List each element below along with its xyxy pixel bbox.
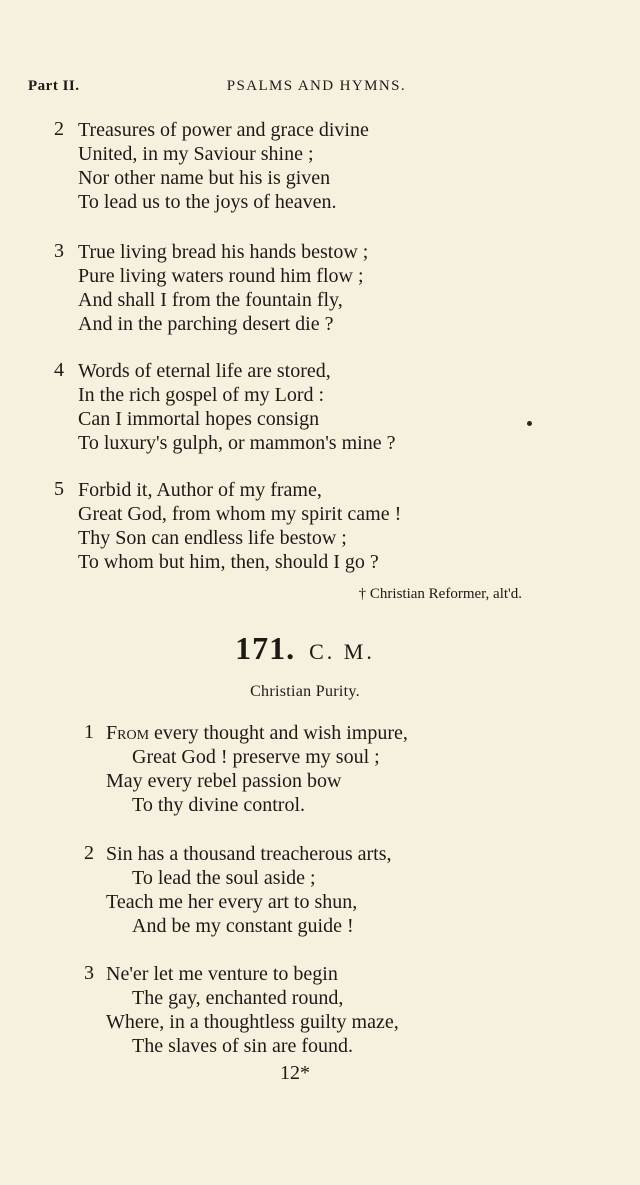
stanza-number: 2 bbox=[84, 842, 94, 864]
running-header bbox=[28, 78, 406, 100]
verse-line: Sin has a thousand treacherous arts, bbox=[106, 843, 392, 865]
verse-line: Where, in a thoughtless guilty maze, bbox=[106, 1011, 399, 1033]
attribution: † Christian Reformer, alt'd. bbox=[358, 586, 522, 602]
stanza-number: 4 bbox=[54, 359, 64, 381]
verse-line: Words of eternal life are stored, bbox=[78, 360, 331, 382]
verse-line bbox=[106, 721, 408, 745]
verse-line: To thy divine control. bbox=[132, 794, 306, 816]
hymn-heading bbox=[0, 630, 610, 667]
verse-line: True living bread his hands bestow ; bbox=[78, 241, 369, 263]
stanza-2 bbox=[54, 118, 369, 214]
verse-line: Pure living waters round him flow ; bbox=[78, 265, 364, 287]
verse-line: United, in my Saviour shine ; bbox=[78, 143, 314, 165]
verse-line: Can I immortal hopes consign bbox=[78, 408, 320, 430]
stanza-number: 1 bbox=[84, 721, 94, 743]
header-title: PSALMS AND HYMNS. bbox=[226, 78, 406, 94]
verse-line: To lead us to the joys of heaven. bbox=[78, 191, 337, 213]
verse-line: And be my constant guide ! bbox=[132, 915, 354, 937]
stanza-number: 2 bbox=[54, 118, 64, 140]
hymn-meter: C. M. bbox=[309, 639, 375, 664]
stanza-number: 5 bbox=[54, 478, 64, 500]
hymn-stanza-1 bbox=[84, 721, 408, 817]
verse-line: Nor other name but his is given bbox=[78, 167, 331, 189]
stanza-4 bbox=[54, 359, 396, 455]
verse-line: Treasures of power and grace divine bbox=[78, 119, 369, 141]
verse-line: Great God ! preserve my soul ; bbox=[132, 746, 380, 768]
hymn-stanza-2 bbox=[84, 842, 392, 938]
verse-line: In the rich gospel of my Lord : bbox=[78, 384, 325, 406]
first-word: From bbox=[106, 722, 150, 744]
stanza-3 bbox=[54, 240, 369, 336]
hymn-number: 171. bbox=[235, 630, 296, 666]
verse-line: Ne'er let me venture to begin bbox=[106, 963, 338, 985]
verse-line: Forbid it, Author of my frame, bbox=[78, 479, 322, 501]
verse-line: To luxury's gulph, or mammon's mine ? bbox=[78, 432, 396, 454]
verse-line: Teach me her every art to shun, bbox=[106, 891, 358, 913]
verse-line: To whom but him, then, should I go ? bbox=[78, 551, 379, 573]
verse-line: May every rebel passion bow bbox=[106, 770, 342, 792]
verse-line: And in the parching desert die ? bbox=[78, 313, 334, 335]
verse-line: Thy Son can endless life bestow ; bbox=[78, 527, 347, 549]
verse-line: The gay, enchanted round, bbox=[132, 987, 344, 1009]
stanza-number: 3 bbox=[54, 240, 64, 262]
hymn-subtitle: Christian Purity. bbox=[250, 683, 360, 700]
verse-line: The slaves of sin are found. bbox=[132, 1035, 354, 1057]
verse-line: Great God, from whom my spirit came ! bbox=[78, 503, 402, 525]
hymn-stanza-3 bbox=[84, 962, 399, 1058]
verse-line: And shall I from the fountain fly, bbox=[78, 289, 343, 311]
ink-speck bbox=[527, 421, 532, 426]
verse-line-rest: every thought and wish impure, bbox=[149, 722, 408, 744]
verse-line: To lead the soul aside ; bbox=[132, 867, 316, 889]
stanza-5 bbox=[54, 478, 402, 574]
header-part: Part II. bbox=[28, 78, 80, 94]
signature-mark: 12* bbox=[280, 1062, 310, 1084]
stanza-number: 3 bbox=[84, 962, 94, 984]
